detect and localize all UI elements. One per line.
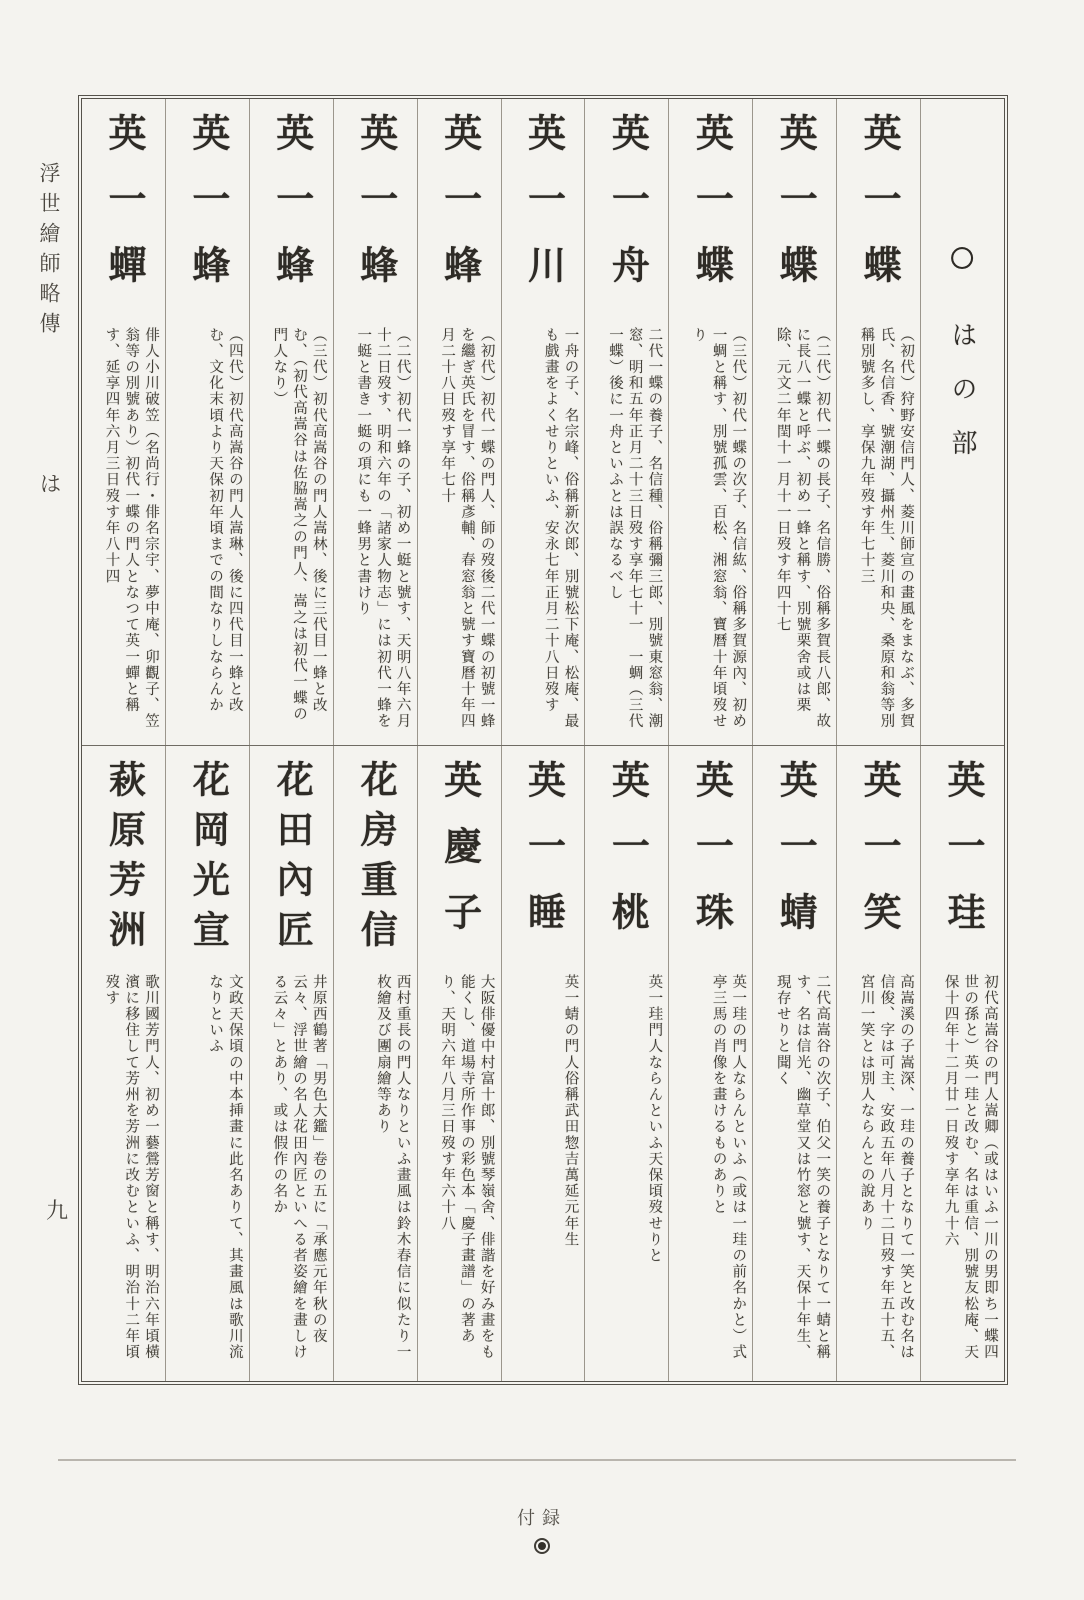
entry-biography: 高嵩溪の子嵩深、一珪の養子となりて一笑と改む名は信俊、字は可主、安政五年八月十二日歿す年五十五、宮川一笑とは別人ならんとの說あり [858, 974, 915, 1361]
entry-name: 英一珪 [941, 760, 984, 958]
section-heading-cell [920, 99, 1004, 745]
running-title: 浮世繪師略傳 [37, 162, 61, 342]
entry-biography: 西村重長の門人なりといふ畫風は鈴木春信に似たり一枚繪及び團扇繪等あり [374, 974, 411, 1361]
entry-hanada-takumi [249, 746, 333, 1381]
page-number: 九 [46, 1198, 69, 1223]
entry-biography: （初代）初代一蝶の門人、師の歿後二代一蝶の初號一蜂を繼ぎ英氏を冒す、俗稱彥輔、春窓翁と號す寶曆十年四月二十八日歿す享年七十 [439, 327, 495, 730]
table-border-frame [78, 95, 1008, 1385]
entry-hanabusa-ikkei [920, 746, 1004, 1381]
entry-hanabusa-issen [501, 99, 585, 745]
entry-biography: 英一珪の門人ならんといふ（或は一珪の前名かと）式亭三馬の肖像を畫けるものありと [710, 974, 747, 1361]
entry-hagiwara-hoshu [82, 746, 165, 1381]
entry-name: 英一睡 [521, 760, 564, 958]
entry-biography: （三代）初代高嵩谷の門人嵩林、後に三代目一蜂と改む、（初代高嵩谷は佐脇嵩之の門人、嵩之は初代一蝶の門人なり） [271, 327, 327, 723]
entry-biography: 俳人小川破笠（名尚行・俳名宗宇、夢中庵、卯觀子、笠翁等の別號あり）初代一蝶の門人となつて英一蟬と稱す、延享四年六月三日歿す年八十四 [103, 327, 159, 730]
entry-hanaoka-mitsunobu [165, 746, 249, 1381]
footer-divider [58, 1459, 1016, 1461]
entry-biography: 一舟の子、名宗峰、俗稱新次郎、別號松下庵、松庵、最も戲畫をよくせりといふ、安永七年正月二十八日歿す [542, 327, 579, 730]
entry-name: 英一珠 [689, 760, 732, 958]
section-label: はの部 [948, 321, 978, 483]
entry-biography: 井原西鶴著「男色大鑑」卷の五に「承應元年秋の夜云々、浮世繪の名人花田內匠といへる者姿繪を畫しける云々」とあり、或は假作の名か [271, 974, 327, 1361]
entry-name: 英慶子 [437, 760, 480, 958]
entry-name: 英一川 [521, 113, 564, 311]
entry-name: 英一舟 [605, 113, 648, 311]
footer-circle-icon [534, 1538, 550, 1554]
entry-name: 英一蝶 [773, 113, 816, 311]
entry-name: 英一蜂 [185, 113, 228, 311]
entry-biography: （初代）狩野安信門人、菱川師宣の畫風をまなぶ、多賀氏、名信香、號潮湖、攝州生、菱川和央、桑原和翁等別稱別號多し、享保九年歿す年七十三 [858, 327, 915, 730]
entry-hanabusa-itto [584, 746, 668, 1381]
entry-name: 英一蟬 [101, 113, 144, 311]
entry-hanabusa-ippo-4 [165, 99, 249, 745]
entry-hanabusa-issen-cicada [82, 99, 165, 745]
entry-biography: 英一珪門人ならんといふ天保頃歿せりと [646, 974, 663, 1264]
entry-biography: 英一蜻の門人俗稱武田惣吉萬延元年生 [562, 974, 579, 1248]
entry-name: 花岡光宣 [186, 760, 228, 960]
entry-hanabusa-ippo-1 [417, 99, 501, 745]
entry-name: 英一蝶 [857, 113, 900, 311]
entry-biography: 大阪俳優中村富十郎、別號琴嶺舍、俳諧を好み畫をも能くし、道場寺所作事の彩色本「慶子畫譜」の著あり、天明六年八月三日歿す年六十八 [439, 974, 495, 1361]
entry-biography: （三代）初代一蝶の次子、名信紘、俗稱多賀源內、初め一蜩と稱す、別號孤雲、百松、湘窓翁、寶曆十年頃歿せり [690, 327, 747, 730]
entry-hanabusa-itcho-3 [668, 99, 752, 745]
top-row [82, 99, 1004, 746]
entry-biography: 歌川國芳門人、初め一藝鶯芳窗と稱す、明治六年頃橫濱に移住して芳州を芳洲に改むといふ、明治十二年頃歿す [103, 974, 159, 1361]
entry-hanabusa-shigenobu [333, 746, 417, 1381]
entry-name: 英一蜂 [269, 113, 312, 311]
entry-name: 花田內匠 [270, 760, 312, 960]
entry-hanabusa-itcho-1 [836, 99, 920, 745]
footer-appendix-label: 付録 [517, 1508, 567, 1528]
bottom-row [82, 746, 1004, 1381]
section-marker: は [40, 472, 61, 496]
entry-name: 萩原芳洲 [102, 760, 144, 960]
entry-biography: 文政天保頃の中本挿畫に此名ありて、其畫風は歌川流なりといふ [207, 974, 243, 1361]
entry-hanabusa-isshu [584, 99, 668, 745]
entry-hanabusa-ippo-3 [249, 99, 333, 745]
entry-hanabusa-issei [752, 746, 836, 1381]
entry-biography: （二代）初代一蜂の子、初め一蜓と號す、天明八年六月十二日歿す、明和六年の「諸家人物志」には初代一蜂を一蜓と書き一蜓の項にも一蜂男と書けり [355, 327, 411, 730]
entry-hanabusa-itcho-2 [752, 99, 836, 745]
entry-biography: （四代）初代高嵩谷の門人嵩琳、後に四代目一蜂と改む、文化末頃より天保初年頃までの間なりしならんか [207, 327, 243, 714]
entry-hanabusa-keishi [417, 746, 501, 1381]
entry-name: 英一蝶 [689, 113, 732, 311]
entry-hanabusa-issho [836, 746, 920, 1381]
section-circle-mark: ○ [946, 228, 978, 284]
entry-hanabusa-isshu-pearl [668, 746, 752, 1381]
entry-name: 花房重信 [354, 760, 396, 960]
entry-biography: 二代高嵩谷の次子、伯父一笑の養子となりて一蜻と稱す、名は信光、幽草堂又は竹窓と號す、天保十年生、現存せりと聞く [774, 974, 831, 1361]
entry-biography: （二代）初代一蝶の長子、名信勝、俗稱多賀長八郎、故に長八一蝶と呼ぶ、初め一蜂と稱す、別號栗舍或は栗除、元文二年閏十一月十一日歿す年四十七 [774, 327, 831, 730]
entry-name: 英一蜂 [353, 113, 396, 311]
entry-name: 英一蜂 [437, 113, 480, 311]
entry-hanabusa-issui [501, 746, 585, 1381]
entry-name: 英一桃 [605, 760, 648, 958]
entry-name: 英一蜻 [773, 760, 816, 958]
entry-hanabusa-ippo-2 [333, 99, 417, 745]
entry-biography: 初代高嵩谷の門人嵩卿（或はいふ一川の男即ち一蝶四世の孫と）英一珪と改む、名は重信、別號友松庵、天保十四年十二月廿一日歿す享年九十六 [942, 974, 998, 1361]
entry-name: 英一笑 [857, 760, 900, 958]
entry-biography: 二代一蝶の養子、名信種、俗稱彌三郎、別號東窓翁、潮窓、明和五年正月二十三日歿す享年七十一 一蜩（三代一蝶）後に一舟といふとは誤なるべし [606, 327, 663, 730]
